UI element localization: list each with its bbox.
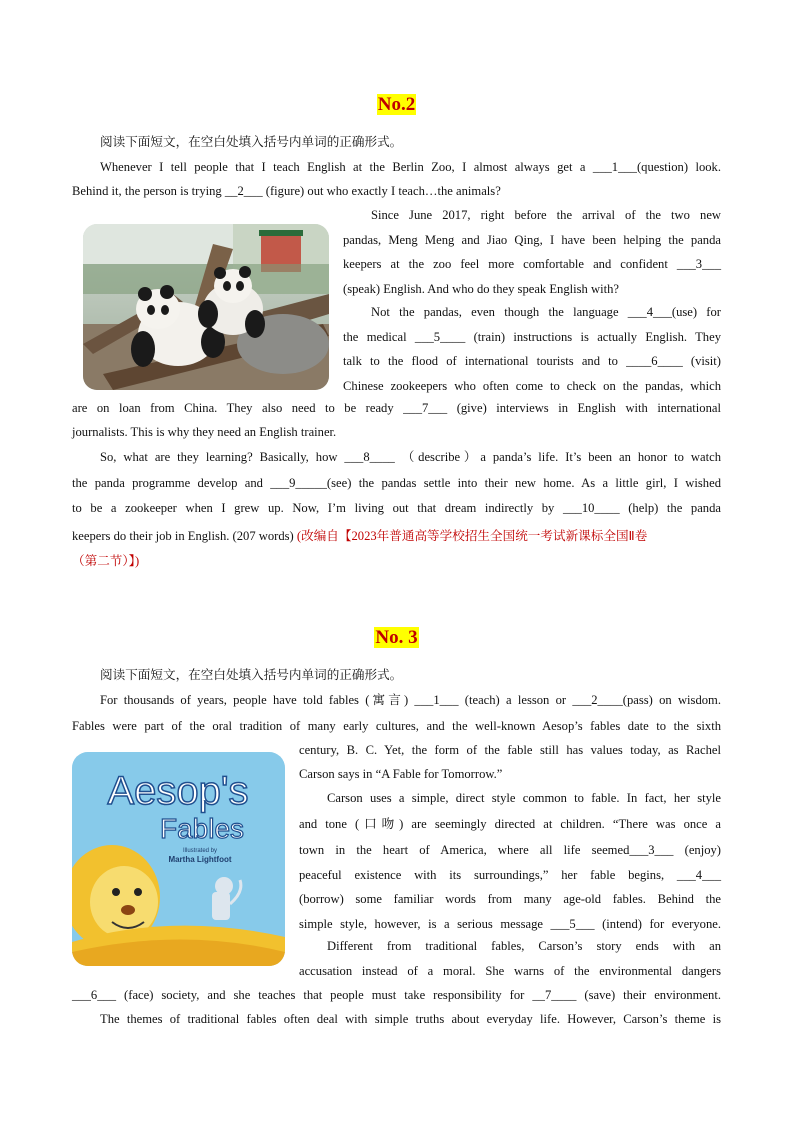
text-line: century, B. C. Yet, the form of the fable still has values today, as Rachel <box>299 743 721 757</box>
text-line: The themes of traditional fables often deal with simple truths about everyday life. However, Carson’s theme is <box>100 1012 721 1026</box>
book-title-line-1: Aesop's <box>107 769 249 813</box>
text-line: (borrow) some familiar words from many age-old fables. Behind the <box>299 892 721 906</box>
text-line: Behind it, the person is trying __2___ (figure) out who exactly I teach…the animals? <box>72 184 501 198</box>
section-2-heading-text: No.2 <box>377 94 416 115</box>
text-line: are on loan from China. They also need to be ready ___7___ (give) interviews in English with international <box>72 401 721 415</box>
text-line: simple style, however, is a serious message ___5___ (intend) for everyone. <box>299 916 721 931</box>
text-line: Whenever I tell people that I teach English at the Berlin Zoo, I almost always get a ___1___(question) look. <box>100 160 721 174</box>
text-line: ___6___ (face) society, and she teaches that people must take responsibility for __7____ (save) their environment. <box>72 988 721 1002</box>
section-3-wrapped-text <box>299 738 721 763</box>
aesops-fables-book-cover <box>72 752 285 966</box>
section-3-heading <box>0 627 793 649</box>
panda-photo <box>83 224 329 390</box>
section-3-wrapped-text <box>299 934 721 983</box>
text-line: journalists. This is why they need an English trainer. <box>72 425 337 439</box>
section-2-wrapped-text <box>343 203 721 277</box>
section-2-heading <box>0 94 793 116</box>
section-2-line <box>72 420 721 445</box>
text-line: accusation instead of a moral. She warns of the environmental dangers <box>299 963 721 978</box>
book-illustrator: Martha Lightfoot <box>168 855 232 864</box>
section-2-wrapped-text <box>343 300 721 398</box>
text-line: and tone (口吻) are seemingly directed at children. “There was once a <box>299 817 721 831</box>
book-title-line-2: Fables <box>159 813 245 844</box>
section-3-line <box>72 714 721 739</box>
section-2-last-line <box>72 525 647 544</box>
text-line: For thousands of years, people have told fables (寓言) ___1___ (teach) a lesson or ___2____(pass) on wisdom. <box>100 693 721 707</box>
section-3-wrapped-text <box>299 762 721 787</box>
text-line: keepers at the zoo feel more comfortable and confident ___3___ <box>343 257 721 271</box>
section-2-line <box>100 445 721 470</box>
section-2-line <box>72 179 721 204</box>
text-line: Different from traditional fables, Carson’s story ends with an <box>327 939 721 953</box>
text-line: (speak) English. And who do they speak English with? <box>343 281 619 296</box>
section-3-instruction: 阅读下面短文，在空白处填入括号内单词的正确形式。 <box>100 668 403 682</box>
text-line: Not the pandas, even though the language ___4___(use) for <box>371 305 721 319</box>
text-line: town in the heart of America, where all life seemed___3___ (enjoy) <box>299 843 721 857</box>
section-3-heading-text: No. 3 <box>375 627 418 648</box>
text-line: Since June 2017, right before the arrival of the two new <box>371 208 721 222</box>
text-line: Carson says in “A Fable for Tomorrow.” <box>299 767 503 781</box>
section-2-instruction: 阅读下面短文，在空白处填入括号内单词的正确形式。 <box>100 135 403 149</box>
section-3-wrapped-text <box>299 786 721 811</box>
text-line: Carson uses a simple, direct style common to fable. In fact, her style <box>327 791 721 805</box>
text-line: talk to the flood of international tourists and to ____6____ (visit) <box>343 354 721 368</box>
section-3-wrapped-text <box>299 838 721 936</box>
section-3-line <box>72 983 721 1008</box>
section-2-wrapped-text <box>343 277 721 302</box>
text-line: to be a zookeeper when I grew up. Now, I’m living out that dream indirectly by ___10____ (help) the panda <box>72 500 721 515</box>
source-citation: (改编自【2023年普通高等学校招生全国统一考试新课标全国Ⅱ卷 <box>296 529 648 543</box>
text-line: the panda programme develop and ___9_____(see) the pandas settle into their new home. As a little girl, I wished <box>72 476 721 490</box>
book-credit-label: Illustrated by <box>182 848 218 854</box>
section-3-wrapped-text <box>299 812 721 837</box>
section-2-line <box>72 396 721 421</box>
source-citation-continued: （第二节）】) <box>72 554 140 568</box>
section-3-line <box>100 1007 721 1032</box>
text-line: pandas, Meng Meng and Jiao Qing, I have been helping the panda <box>343 232 721 247</box>
text-line: Chinese zookeepers who often come to check on the pandas, which <box>343 378 721 393</box>
text-line: So, what are they learning? Basically, how ___8____ （describe）a panda’s life. It’s been an honor to watch <box>100 450 721 464</box>
text-line: Fables were part of the oral tradition of many early cultures, and the well-known Aesop’s fables date to the sixth <box>72 719 721 733</box>
text-line: keepers do their job in English. (207 words) <box>72 529 294 543</box>
section-3-line <box>100 688 721 713</box>
text-line: the medical ___5____ (train) instructions is actually English. They <box>343 329 721 344</box>
text-line: peaceful existence with its surroundings,” her fable begins, ___4___ <box>299 867 721 882</box>
section-2-line <box>100 155 721 180</box>
section-2-line <box>72 471 721 520</box>
